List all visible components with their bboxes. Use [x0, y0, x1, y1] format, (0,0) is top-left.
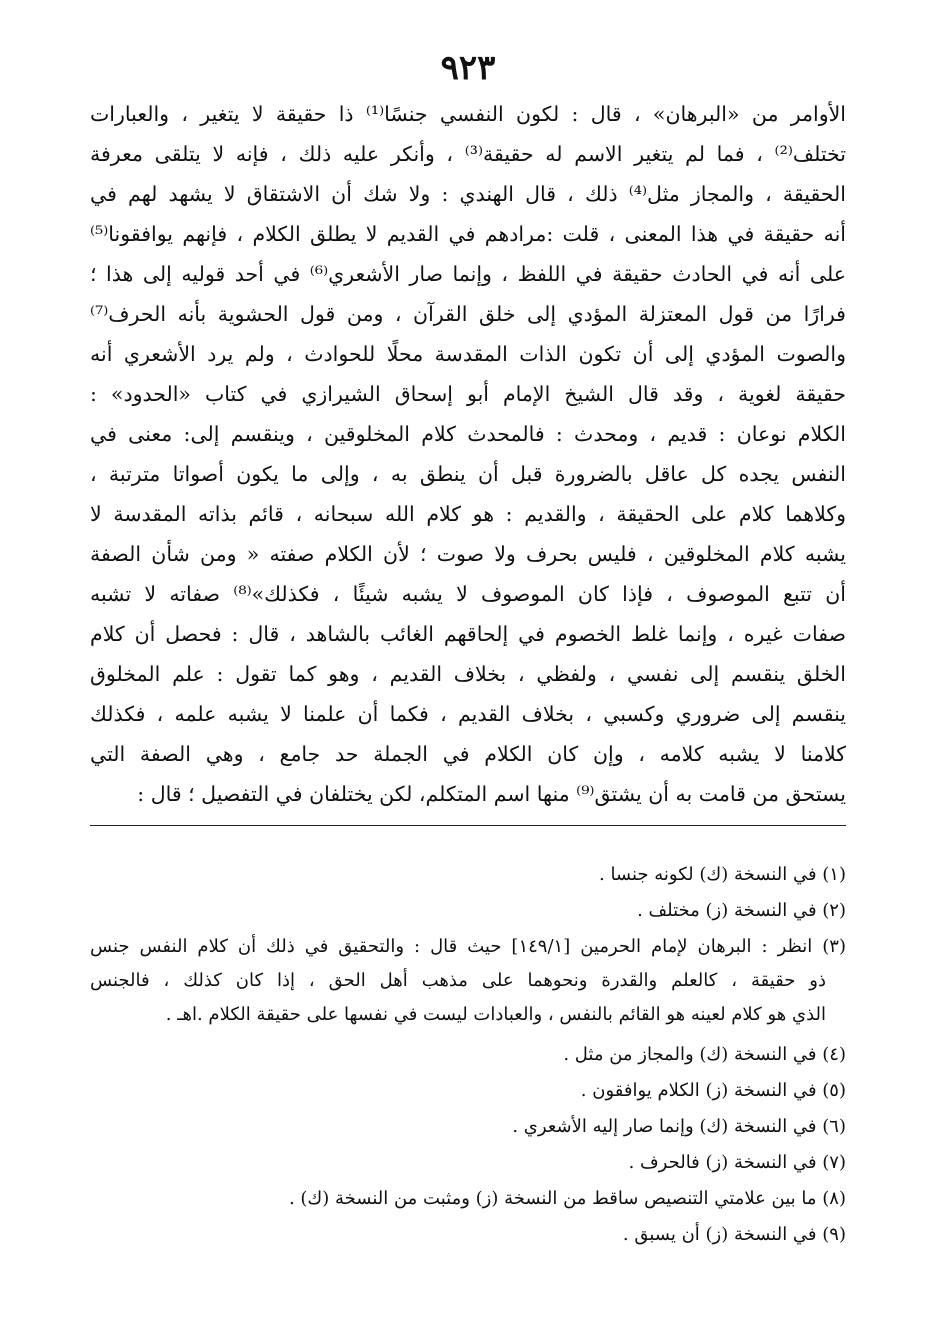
footnote-3-continuation: الذي هو كلام لعينه هو القائم بالنفس ، والعبادات ليست في نفسها على حقيقة الكلام .اهـ . [165, 1004, 826, 1025]
text-line: يشبه كلام المخلوقين ، فليس بحرف ولا صوت ؛ لأن الكلام صفته « ومن شأن الصفة [90, 542, 846, 566]
text-line: الكلام نوعان : قديم ، ومحدث : فالمحدث كلام المخلوقين ، وينقسم إلى: معنى في [90, 422, 846, 446]
text-line: وكلاهما كلام على الحقيقة ، والقديم : هو كلام الله سبحانه ، قائم بذاته المقدسة لا [90, 502, 846, 526]
footnote-4: (٤) في النسخة (ك) والمجاز من مثل . [563, 1044, 846, 1065]
text-line: الحقيقة ، والمجاز مثل⁽⁴⁾ ذلك ، قال الهندي : ولا شك أن الاشتقاق لا يشهد لهم في [90, 182, 846, 206]
text-line: الخلق ينقسم إلى نفسي ، ولفظي ، بخلاف القديم ، وهو كما تقول : علم المخلوق [90, 662, 846, 686]
text-line: يستحق من قامت به أن يشتق⁽⁹⁾ منها اسم المتكلم، لكن يختلفان في التفصيل ؛ قال : [137, 782, 846, 806]
text-line: على أنه في الحادث حقيقة في اللفظ ، وإنما صار الأشعري⁽⁶⁾ في أحد قوليه إلى هذا ؛ [90, 262, 846, 286]
footnote-9: (٩) في النسخة (ز) أن يسبق . [622, 1224, 846, 1245]
footnote-separator [90, 825, 846, 826]
text-line: النفس يجده كل عاقل بالضرورة قبل أن ينطق به ، وإلى ما يكون أصواتا مترتبة ، [90, 462, 846, 486]
footnote-2: (٢) في النسخة (ز) مختلف . [637, 900, 846, 921]
footnote-7: (٧) في النسخة (ز) فالحرف . [628, 1152, 846, 1173]
footnote-6: (٦) في النسخة (ك) وإنما صار إليه الأشعري . [512, 1116, 846, 1137]
footnote-1: (١) في النسخة (ك) لكونه جنسا . [599, 864, 846, 885]
footnote-3-continuation: ذو حقيقة ، كالعلم والقدرة ونحوهما على مذهب أهل الحق ، إذا كان كذلك ، فالجنس [90, 970, 826, 991]
text-line: حقيقة لغوية ، وقد قال الشيخ الإمام أبو إسحاق الشيرازي في كتاب «الحدود» : [90, 382, 846, 406]
footnote-8: (٨) ما بين علامتي التنصيص ساقط من النسخة (ز) ومثبت من النسخة (ك) . [288, 1188, 846, 1209]
text-line: والصوت المؤدي إلى أن تكون الذات المقدسة محلًا للحوادث ، ولم يرد الأشعري أنه [90, 342, 846, 366]
footnote-5: (٥) في النسخة (ز) الكلام يوافقون . [580, 1080, 846, 1101]
text-line: فرارًا من قول المعتزلة المؤدي إلى خلق القرآن ، ومن قول الحشوية بأنه الحرف⁽⁷⁾ [90, 302, 846, 326]
text-line: ينقسم إلى ضروري وكسبي ، بخلاف القديم ، فكما أن علمنا لا يشبه علمه ، فكذلك [90, 702, 846, 726]
footnote-3: (٣) انظر : البرهان لإمام الحرمين [١٤٩/١] حيث قال : والتحقيق في ذلك أن كلام النفس جنس [90, 936, 846, 957]
text-line: تختلف⁽²⁾ ، فما لم يتغير الاسم له حقيقة⁽³⁾ ، وأنكر عليه ذلك ، فإنه لا يتلقى معرفة [90, 142, 846, 166]
text-line: الأوامر من «البرهان» ، قال : لكون النفسي جنسًا⁽¹⁾ ذا حقيقة لا يتغير ، والعبارات [90, 102, 846, 126]
text-line: كلامنا لا يشبه كلامه ، وإن كان الكلام في الجملة حد جامع ، وهي الصفة التي [90, 742, 846, 766]
page-number: ٩٢٣ [440, 48, 496, 88]
text-line: أنه حقيقة في هذا المعنى ، قلت :مرادهم في القديم لا يطلق الكلام ، فإنهم يوافقونا⁽⁵⁾ [90, 222, 846, 246]
text-line: صفات غيره ، وإنما غلط الخصوم في إلحاقهم الغائب بالشاهد ، قال : فحصل أن كلام [90, 622, 846, 646]
text-line: أن تتبع الموصوف ، فإذا كان الموصوف لا يشبه شيئًا ، فكذلك»⁽⁸⁾ صفاته لا تشبه [90, 582, 846, 606]
